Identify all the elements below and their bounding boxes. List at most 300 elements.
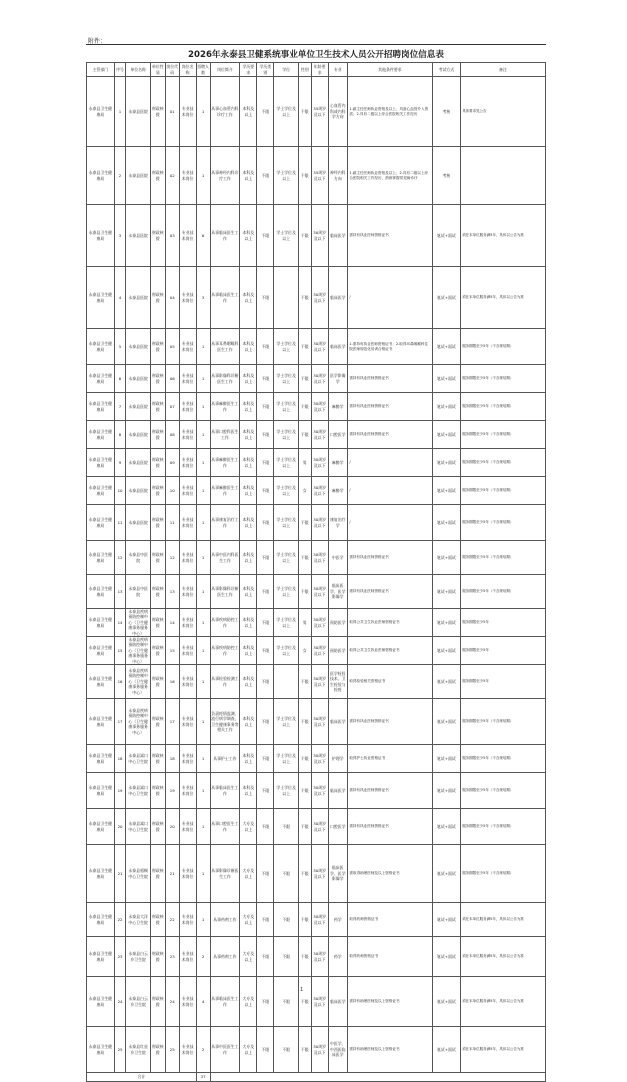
cell-code: 02 (165, 147, 179, 205)
cell-deg: 学士学位及以上 (274, 477, 298, 505)
cell-nature: 财政核拨 (150, 977, 165, 1027)
cell-unit: 永泰县白云乡卫生院 (126, 937, 150, 977)
cell-unit: 永泰县白云乡卫生院 (126, 977, 150, 1027)
cell-exam: 笔试+面试 (433, 365, 461, 393)
column-header: 学历类别 (257, 63, 274, 77)
cell-sex: 不限 (298, 77, 311, 147)
cell-age: 35周岁及以下 (311, 147, 328, 205)
cell-intro: 从事影像科诊断医生工作 (210, 575, 240, 609)
cell-num: 1 (196, 903, 210, 937)
table-row (87, 1027, 546, 1073)
cell-req: / (347, 505, 432, 541)
cell-note: 服务期限至少5年 (460, 637, 545, 665)
cell-code: 13 (165, 575, 179, 609)
cell-exam: 笔试+面试 (433, 845, 461, 903)
cell-unit: 永泰县疾病预防控制中心（卫生健康事务服务中心） (126, 637, 150, 665)
cell-post: 专业技术岗位 (179, 665, 196, 699)
cell-age: 30周岁及以下 (311, 977, 328, 1027)
cell-edu: 本科及以上 (240, 745, 257, 773)
cell-deg: 学士学位及以上 (274, 147, 298, 205)
cell-deg: 学士学位及以上 (274, 329, 298, 365)
cell-cat: 不限 (257, 699, 274, 745)
cell-intro: 从事临床医生工作 (210, 267, 240, 329)
cell-edu: 本科及以上 (240, 477, 257, 505)
cell-cat: 不限 (257, 937, 274, 977)
cell-dept: 永泰县卫生健康局 (87, 393, 115, 421)
cell-note (460, 147, 545, 205)
cell-exam: 笔试+面试 (433, 609, 461, 637)
cell-post: 专业技术岗位 (179, 773, 196, 809)
cell-code: 25 (165, 1027, 179, 1073)
cell-nature: 财政核拨 (150, 809, 165, 845)
cell-code: 17 (165, 699, 179, 745)
cell-major: 药学 (328, 937, 347, 977)
cell-req: 需持有助理医师及以上资格证书 (347, 977, 432, 1027)
cell-req: 1.副主任医师执业资格及以上；2.具有二级以上综合医院相关工作经历，熟练掌握常见病诊疗 (347, 147, 432, 205)
cell-cat: 不限 (257, 745, 274, 773)
column-header: 岗位代码 (166, 64, 179, 75)
cell-post: 专业技术岗位 (179, 77, 196, 147)
cell-post: 专业技术岗位 (179, 147, 196, 205)
table-row (87, 575, 546, 609)
cell-note: 须在本单位服务满5年，具体以公告为准 (460, 205, 545, 267)
cell-num: 1 (196, 365, 210, 393)
cell-no: 13 (114, 575, 126, 609)
cell-nature: 财政核拨 (150, 609, 165, 637)
cell-age: 30周岁及以下 (311, 745, 328, 773)
cell-num: 1 (196, 393, 210, 421)
cell-nature: 财政核拨 (150, 637, 165, 665)
cell-nature: 财政核拨 (150, 205, 165, 267)
cell-post: 专业技术岗位 (179, 845, 196, 903)
cell-code: 11 (165, 505, 179, 541)
cell-req: 取得药师资格证书 (347, 903, 432, 937)
cell-intro: 从事疾病防控工作 (210, 637, 240, 665)
column-header: 备注 (460, 63, 545, 77)
cell-dept: 永泰县卫生健康局 (87, 77, 115, 147)
cell-req: 取得护士执业资格证书 (347, 745, 432, 773)
cell-post: 专业技术岗位 (179, 1027, 196, 1073)
cell-age: 30周岁及以下 (311, 699, 328, 745)
cell-req: 1.需持有执业医师资格证书；2.取得耳鼻咽喉科住院医师规范化培训合格证书 (347, 329, 432, 365)
cell-cat: 不限 (257, 773, 274, 809)
cell-req: / (347, 267, 432, 329)
cell-exam: 考核 (433, 147, 461, 205)
cell-code: 12 (165, 541, 179, 575)
table-row (87, 393, 546, 421)
cell-unit: 永泰县医院 (126, 477, 150, 505)
cell-no: 19 (114, 773, 126, 809)
cell-exam: 笔试+面试 (433, 329, 461, 365)
table-row (87, 609, 546, 637)
cell-deg: 学士学位及以上 (274, 609, 298, 637)
cell-req: 需持有执业医师资格证书 (347, 393, 432, 421)
cell-cat: 不限 (257, 365, 274, 393)
cell-post: 专业技术岗位 (179, 393, 196, 421)
table-header (87, 63, 546, 77)
cell-intro: 从事麻醉医生工作 (210, 393, 240, 421)
column-header: 专业 (328, 63, 347, 77)
cell-intro: 从事护士工作 (210, 745, 240, 773)
cell-intro: 从事药剂工作 (210, 937, 240, 977)
divider (86, 44, 546, 45)
cell-note: 服务期限至少5年（不含规培期） (460, 745, 545, 773)
cell-major: 预防医学 (328, 609, 347, 637)
cell-age: 30周岁及以下 (311, 1027, 328, 1073)
cell-post: 专业技术岗位 (179, 809, 196, 845)
cell-dept: 永泰县卫生健康局 (87, 267, 115, 329)
cell-nature: 财政核拨 (150, 699, 165, 745)
cell-sex: 不限 (298, 205, 311, 267)
cell-edu: 本科及以上 (240, 77, 257, 147)
cell-nature: 财政核拨 (150, 329, 165, 365)
cell-cat: 不限 (257, 393, 274, 421)
cell-num: 1 (196, 699, 210, 745)
cell-note: 须在本单位服务满5年，具体以公告为准 (460, 977, 545, 1027)
cell-post: 专业技术岗位 (179, 575, 196, 609)
cell-major: 中医学、中西医临床医学 (328, 1027, 347, 1073)
cell-cat: 不限 (257, 267, 274, 329)
cell-req: 取得药师资格证书 (347, 937, 432, 977)
page-number: 1 (300, 987, 304, 993)
cell-num: 1 (196, 541, 210, 575)
cell-dept: 永泰县卫生健康局 (87, 977, 115, 1027)
table-row (87, 903, 546, 937)
cell-exam: 笔试+面试 (433, 393, 461, 421)
cell-no: 11 (114, 505, 126, 541)
cell-exam: 笔试+面试 (433, 937, 461, 977)
table-row (87, 421, 546, 449)
cell-sex: 不限 (298, 393, 311, 421)
cell-req: 需持有执业医师资格证书 (347, 575, 432, 609)
cell-major: 临床医学、医学影像学 (328, 575, 347, 609)
cell-intro: 从事麻醉医生工作 (210, 449, 240, 477)
cell-exam: 笔试+面试 (433, 505, 461, 541)
cell-unit: 永泰县中医院 (126, 541, 150, 575)
total-blank (210, 1073, 546, 1082)
cell-intro: 从事检验检测工作 (210, 665, 240, 699)
cell-major: 临床医学 (328, 205, 347, 267)
cell-unit: 永泰县医院 (126, 267, 150, 329)
cell-nature: 财政核拨 (150, 575, 165, 609)
cell-cat: 不限 (257, 903, 274, 937)
cell-req: 需持有助理医师及以上资格证书 (347, 1027, 432, 1073)
cell-code: 04 (165, 267, 179, 329)
cell-note: 服务期限至少5年（不含规培期） (460, 541, 545, 575)
cell-req: 取得公共卫生执业医师资格证书 (347, 637, 432, 665)
cell-dept: 永泰县卫生健康局 (87, 541, 115, 575)
cell-major: 医学影像学 (328, 365, 347, 393)
cell-age: 30周岁及以下 (311, 637, 328, 665)
cell-post: 专业技术岗位 (179, 449, 196, 477)
cell-note: 服务期限至少5年（不含规培期） (460, 575, 545, 609)
cell-unit: 永泰县疾病预防控制中心（卫生健康事务服务中心） (126, 699, 150, 745)
cell-no: 4 (114, 267, 126, 329)
table-row (87, 77, 546, 147)
cell-unit: 永泰县嵩口中心卫生院 (126, 745, 150, 773)
cell-code: 08 (165, 421, 179, 449)
cell-age: 30周岁及以下 (311, 665, 328, 699)
cell-exam: 笔试+面试 (433, 1027, 461, 1073)
cell-dept: 永泰县卫生健康局 (87, 773, 115, 809)
cell-major: 护理学 (328, 745, 347, 773)
cell-dept: 永泰县卫生健康局 (87, 609, 115, 637)
cell-dept: 永泰县卫生健康局 (87, 449, 115, 477)
column-header: 招聘人数 (197, 64, 209, 75)
cell-sex: 女 (298, 477, 311, 505)
table-row (87, 365, 546, 393)
cell-nature: 财政核拨 (150, 505, 165, 541)
cell-post: 专业技术岗位 (179, 365, 196, 393)
cell-note: 服务期限至少5年 (460, 665, 545, 699)
cell-sex: 不限 (298, 845, 311, 903)
cell-req: 需持有执业医师资格证书 (347, 205, 432, 267)
cell-req: 需持有执业医师资格证书 (347, 699, 432, 745)
table-row (87, 329, 546, 365)
cell-num: 1 (196, 637, 210, 665)
cell-note: 服务期限至少5年（不含规培期） (460, 699, 545, 745)
cell-unit: 永泰县医院 (126, 393, 150, 421)
cell-cat: 不限 (257, 637, 274, 665)
cell-deg: 学士学位及以上 (274, 541, 298, 575)
cell-intro: 从事心血管内科诊疗工作 (210, 77, 240, 147)
cell-intro: 从事中医内科医生工作 (210, 541, 240, 575)
cell-major: 麻醉学 (328, 449, 347, 477)
cell-age: 30周岁及以下 (311, 609, 328, 637)
cell-exam: 笔试+面试 (433, 773, 461, 809)
cell-note: 须在本单位服务满5年，具体以公告为准 (460, 1027, 545, 1073)
cell-major: 心血管内科或内科学方向 (328, 77, 347, 147)
cell-cat: 不限 (257, 449, 274, 477)
table-row (87, 205, 546, 267)
cell-note: 须在本单位服务满5年，具体以公告为准 (460, 267, 545, 329)
cell-dept: 永泰县卫生健康局 (87, 1027, 115, 1073)
cell-code: 20 (165, 809, 179, 845)
cell-code: 22 (165, 903, 179, 937)
cell-edu: 大专及以上 (240, 1027, 257, 1073)
cell-cat: 不限 (257, 477, 274, 505)
table-row (87, 745, 546, 773)
cell-exam: 笔试+面试 (433, 575, 461, 609)
cell-deg (274, 267, 298, 329)
cell-exam: 笔试+面试 (433, 699, 461, 745)
cell-num: 1 (196, 421, 210, 449)
cell-deg: 学士学位及以上 (274, 773, 298, 809)
cell-no: 12 (114, 541, 126, 575)
cell-cat: 不限 (257, 541, 274, 575)
cell-nature: 财政核拨 (150, 267, 165, 329)
cell-post: 专业技术岗位 (179, 937, 196, 977)
cell-edu: 大专及以上 (240, 903, 257, 937)
cell-unit: 永泰县医院 (126, 329, 150, 365)
cell-req: 需持有执业医师资格证书 (347, 421, 432, 449)
cell-age: 30周岁及以下 (311, 449, 328, 477)
column-header: 单位性质 (151, 64, 164, 75)
cell-cat: 不限 (257, 609, 274, 637)
cell-exam: 笔试+面试 (433, 665, 461, 699)
cell-code: 18 (165, 745, 179, 773)
cell-intro: 从事药剂工作 (210, 903, 240, 937)
cell-note: 服务期限至少5年（不含规培期） (460, 477, 545, 505)
cell-deg: 学士学位及以上 (274, 421, 298, 449)
cell-age: 30周岁及以下 (311, 477, 328, 505)
cell-deg: 不限 (274, 903, 298, 937)
cell-post: 专业技术岗位 (179, 421, 196, 449)
cell-sex: 不限 (298, 745, 311, 773)
cell-sex: 不限 (298, 329, 311, 365)
cell-note: 服务期限至少5年（不含规培期） (460, 773, 545, 809)
cell-num: 1 (196, 845, 210, 903)
cell-nature: 财政核拨 (150, 665, 165, 699)
cell-sex: 不限 (298, 267, 311, 329)
cell-cat: 不限 (257, 977, 274, 1027)
cell-cat: 不限 (257, 809, 274, 845)
cell-no: 7 (114, 393, 126, 421)
cell-edu: 本科及以上 (240, 147, 257, 205)
cell-edu: 本科及以上 (240, 267, 257, 329)
cell-nature: 财政核拨 (150, 393, 165, 421)
cell-dept: 永泰县卫生健康局 (87, 809, 115, 845)
table-row (87, 505, 546, 541)
cell-no: 3 (114, 205, 126, 267)
cell-age: 30周岁及以下 (311, 329, 328, 365)
cell-major: 药学 (328, 903, 347, 937)
cell-post: 专业技术岗位 (179, 609, 196, 637)
cell-exam: 笔试+面试 (433, 903, 461, 937)
cell-age: 30周岁及以下 (311, 421, 328, 449)
cell-cat: 不限 (257, 665, 274, 699)
cell-post: 专业技术岗位 (179, 505, 196, 541)
cell-major: 康复治疗学 (328, 505, 347, 541)
cell-post: 专业技术岗位 (179, 745, 196, 773)
cell-code: 15 (165, 637, 179, 665)
cell-major: 临床医学 (328, 329, 347, 365)
cell-deg: 不限 (274, 845, 298, 903)
cell-req: 1.副主任医师执业资格及以上，具备心血管介入资质；2.具有二级以上综合医院相关工作经历 (347, 77, 432, 147)
cell-unit: 永泰县嵩口中心卫生院 (126, 809, 150, 845)
column-header: 岗位名称 (179, 63, 196, 77)
cell-nature: 财政核拨 (150, 147, 165, 205)
column-header: 岗位简介 (210, 63, 240, 77)
table-row (87, 845, 546, 903)
cell-code: 05 (165, 329, 179, 365)
cell-major: 神经内科方向 (328, 147, 347, 205)
cell-intro: 负责疫情监测、流行病学调查、卫生健康事务等相关工作 (210, 699, 240, 745)
cell-note: 服务期限至少5年 (460, 609, 545, 637)
cell-nature: 财政核拨 (150, 773, 165, 809)
cell-sex: 不限 (298, 421, 311, 449)
cell-deg: 学士学位及以上 (274, 205, 298, 267)
cell-intro: 从事临床医生工作 (210, 205, 240, 267)
cell-major: 中医学 (328, 541, 347, 575)
cell-num: 1 (196, 575, 210, 609)
cell-major: 口腔医学 (328, 421, 347, 449)
cell-no: 14 (114, 609, 126, 637)
cell-intro: 从事临床医生工作 (210, 773, 240, 809)
cell-deg: 不限 (274, 809, 298, 845)
cell-sex: 不限 (298, 665, 311, 699)
cell-cat: 不限 (257, 1027, 274, 1073)
cell-num: 2 (196, 937, 210, 977)
cell-deg: 学士学位及以上 (274, 393, 298, 421)
column-header: 序号 (114, 63, 126, 77)
cell-cat: 不限 (257, 421, 274, 449)
table-row (87, 449, 546, 477)
cell-dept: 永泰县卫生健康局 (87, 477, 115, 505)
cell-req: 取得公共卫生执业医师资格证书 (347, 609, 432, 637)
cell-num: 1 (196, 745, 210, 773)
cell-no: 15 (114, 637, 126, 665)
cell-req: 需持有执业医师资格证书 (347, 773, 432, 809)
cell-major: 麻醉学 (328, 477, 347, 505)
cell-unit: 永泰县中医院 (126, 575, 150, 609)
cell-unit: 永泰县疾病预防控制中心（卫生健康事务服务中心） (126, 609, 150, 637)
cell-no: 21 (114, 845, 126, 903)
total-row (87, 1073, 546, 1082)
cell-dept: 永泰县卫生健康局 (87, 665, 115, 699)
cell-req: 需持有执业医师资格证书 (347, 365, 432, 393)
cell-req: 需持有执业医师资格证书 (347, 541, 432, 575)
cell-age: 30周岁及以下 (311, 809, 328, 845)
cell-sex: 不限 (298, 773, 311, 809)
cell-edu: 本科及以上 (240, 205, 257, 267)
cell-unit: 永泰县梧桐中心卫生院 (126, 845, 150, 903)
column-header: 单位名称 (126, 63, 150, 77)
cell-code: 10 (165, 477, 179, 505)
cell-nature: 财政核拨 (150, 745, 165, 773)
cell-nature: 财政核拨 (150, 77, 165, 147)
cell-nature: 财政核拨 (150, 937, 165, 977)
cell-sex: 不限 (298, 541, 311, 575)
cell-dept: 永泰县卫生健康局 (87, 505, 115, 541)
cell-major: 医学检验技术、卫生检验与检疫 (328, 665, 347, 699)
cell-edu: 本科及以上 (240, 699, 257, 745)
table-row (87, 267, 546, 329)
cell-unit: 永泰县医院 (126, 365, 150, 393)
cell-sex: 不限 (298, 575, 311, 609)
cell-intro: 从事麻醉医生工作 (210, 477, 240, 505)
cell-req: / (347, 449, 432, 477)
cell-edu: 本科及以上 (240, 773, 257, 809)
cell-dept: 永泰县卫生健康局 (87, 329, 115, 365)
cell-sex: 不限 (298, 147, 311, 205)
cell-age: 30周岁及以下 (311, 541, 328, 575)
recruitment-table (86, 62, 546, 1082)
cell-code: 07 (165, 393, 179, 421)
cell-num: 1 (196, 665, 210, 699)
cell-no: 8 (114, 421, 126, 449)
cell-age: 30周岁及以下 (311, 903, 328, 937)
cell-note: 服务期限至少5年（不含规培期） (460, 421, 545, 449)
cell-num: 1 (196, 147, 210, 205)
cell-dept: 永泰县卫生健康局 (87, 937, 115, 977)
cell-no: 23 (114, 937, 126, 977)
cell-exam: 笔试+面试 (433, 421, 461, 449)
cell-intro: 从事口腔科医生工作 (210, 421, 240, 449)
cell-major: 麻醉学 (328, 393, 347, 421)
cell-dept: 永泰县卫生健康局 (87, 205, 115, 267)
cell-unit: 永泰县医院 (126, 449, 150, 477)
cell-code: 01 (165, 77, 179, 147)
cell-deg: 不限 (274, 937, 298, 977)
column-header: 考试方式 (433, 63, 461, 77)
table-row (87, 773, 546, 809)
cell-code: 09 (165, 449, 179, 477)
cell-nature: 财政核拨 (150, 845, 165, 903)
cell-sex: 不限 (298, 903, 311, 937)
cell-edu: 大专及以上 (240, 845, 257, 903)
cell-intro: 从事临床医生工作 (210, 977, 240, 1027)
